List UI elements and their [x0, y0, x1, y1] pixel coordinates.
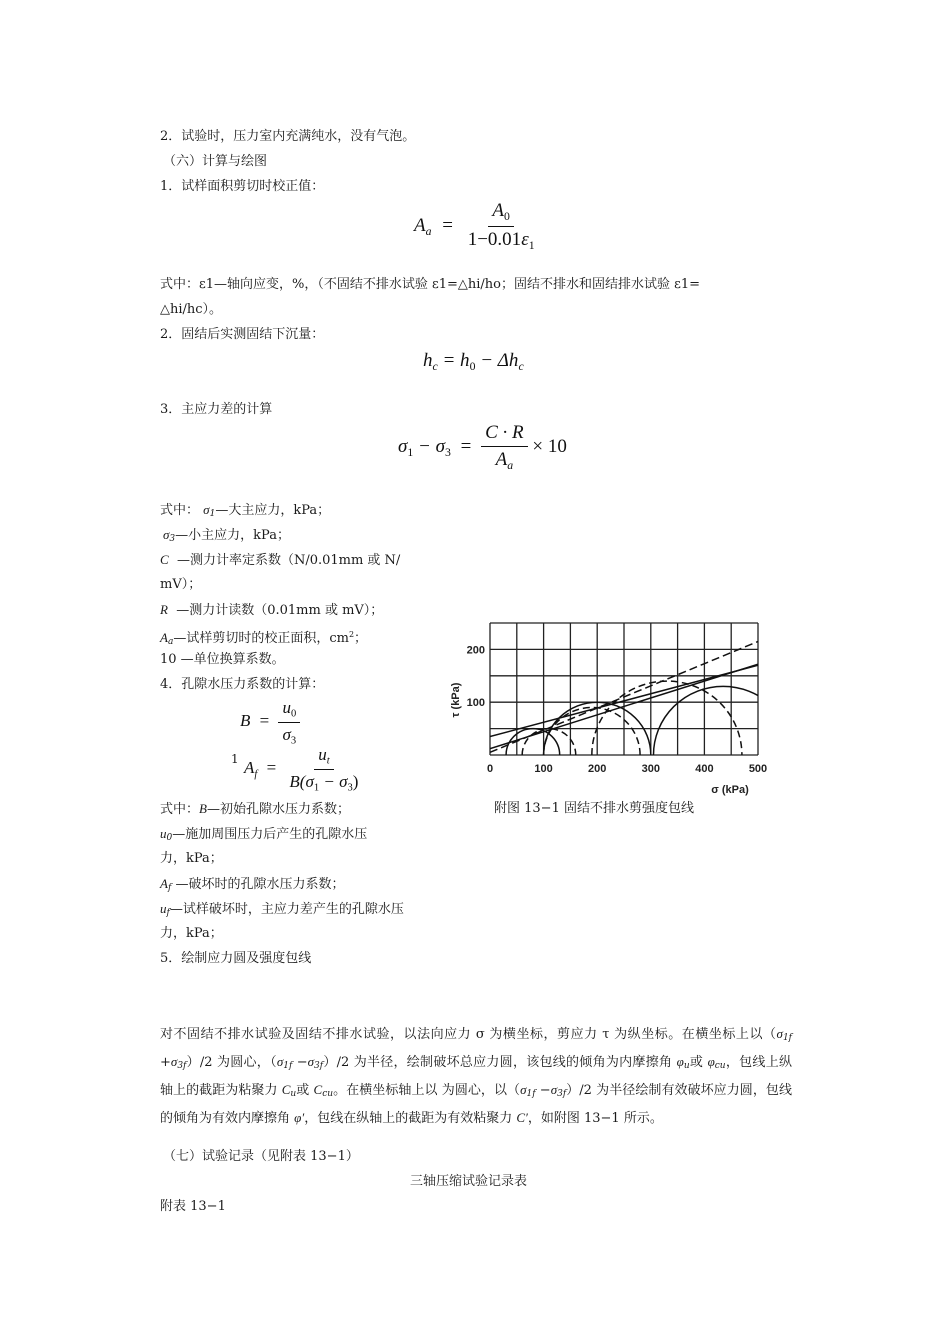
line-5: △hi/hc）。 — [160, 302, 223, 317]
def-c: C —测力计率定系数（N/0.01mm 或 N/ — [160, 552, 401, 568]
line-1: 2．试验时，压力室内充满纯水，没有气泡。 — [160, 129, 416, 144]
line-7: 3．主应力差的计算 — [160, 402, 273, 417]
def-uf: $u_f—$试样破坏时，主应力差产生的孔隙水压 — [160, 901, 404, 918]
line-4: 式中：ε1—轴向应变，%，（不固结不排水试验 ε1=△hi/ho；固结不排水和固结排水试验 ε1= — [160, 277, 701, 292]
y-tick-label: 100 — [466, 697, 485, 710]
def-sigma1: 式中： $\sigma_1—$大主应力，kPa； — [160, 502, 331, 519]
x-tick-label: 300 — [641, 763, 660, 775]
def-uf-cont: 力，kPa； — [160, 926, 223, 941]
formula-settlement: $h_c = h_0 - \Delta h_c$ — [423, 350, 524, 374]
def-u0: $u_0—$施加周围压力后产生的孔隙水压 — [160, 826, 368, 843]
formula-area-correction: $A_a$ = $\frac{A_0}{1-0.01\varepsilon_1}$ — [414, 200, 535, 253]
formula-af: $A_f$ = $\frac{u_t}{B(\sigma_1 - \sigma_3)}$ — [244, 745, 359, 794]
x-tick-label: 0 — [486, 763, 494, 775]
def-sigma3: $\sigma_3—$小主应力，kPa； — [163, 527, 290, 544]
def-r: R —测力计读数（0.01mm 或 mV）； — [160, 602, 384, 618]
def-c-cont: mV）； — [160, 577, 202, 592]
formula-index: 1 — [231, 752, 239, 766]
x-tick-label: 400 — [695, 763, 714, 775]
formula-b: B = $\frac{u_0}{\sigma_3}$ — [240, 698, 300, 746]
chart-xlabel: σ (kPa) — [711, 784, 749, 796]
line-3: 1．试样面积剪切时校正值： — [160, 179, 325, 194]
line-draw-circles: 5．绘制应力圆及强度包线 — [160, 951, 312, 966]
def-10: 10 —单位换算系数。 — [160, 652, 285, 667]
chart-plot-area — [490, 641, 770, 755]
def-af: $A_f$ —破坏时的孔隙水压力系数； — [160, 876, 345, 893]
def-b: 式中：B—初始孔隙水压力系数； — [160, 801, 350, 817]
table-label: 附表 13−1 — [160, 1199, 226, 1214]
explanation-paragraph: 对不固结不排水试验及固结不排水试验，以法向应力 σ 为横坐标，剪应力 τ 为纵坐标。在横坐标上以$(\sigma_{1f} +\sigma_{3f})/2$ 为圆心，$(\sigma_{1f} -\sigma_{3f})/2$ 为半径，绘制破坏总应力圆，该包线的倾角为内摩擦角 $\varphi_u$或 $\varphi_{cu}$，包线上纵轴上的截距为粘聚力 $C_u$或 $C_{cu}$。在横坐标轴上以 为圆心，以$(\sigma_{1f} -\sigma_{3f})/2$ 为半径绘制有效破坏应力圆，包线的倾角为有效内摩擦角 φ′，包线在纵轴上的截距为有效粘聚力 C′，如附图 13−1 所示。 — [160, 1026, 792, 1126]
x-tick-label: 100 — [534, 763, 553, 775]
section-heading-7: （七）试验记录（见附表 13−1） — [163, 1149, 359, 1164]
line-pore-pressure: 4．孔隙水压力系数的计算： — [160, 677, 325, 692]
table-title: 三轴压缩试验记录表 — [410, 1174, 528, 1189]
x-tick-label: 500 — [748, 763, 768, 775]
chart-ylabel: τ (kPa) — [450, 682, 462, 718]
strength-envelope-chart — [440, 615, 770, 800]
y-tick-label: 200 — [466, 644, 485, 657]
chart-caption: 附图 13−1 固结不排水剪强度包线 — [494, 801, 694, 816]
line-6: 2．固结后实测固结下沉量： — [160, 327, 325, 342]
chart-curves — [490, 641, 770, 755]
section-heading-6: （六）计算与绘图 — [163, 154, 268, 169]
x-tick-label: 200 — [588, 763, 607, 775]
formula-principal-stress-difference: $\sigma_1 - \sigma_3$ = $\frac{C \cdot R}{A_a}$ × 10 — [398, 422, 567, 473]
def-u0-cont: 力，kPa； — [160, 851, 223, 866]
def-aa: $A_a—$试样剪切时的校正面积，$cm^2$； — [160, 630, 368, 647]
